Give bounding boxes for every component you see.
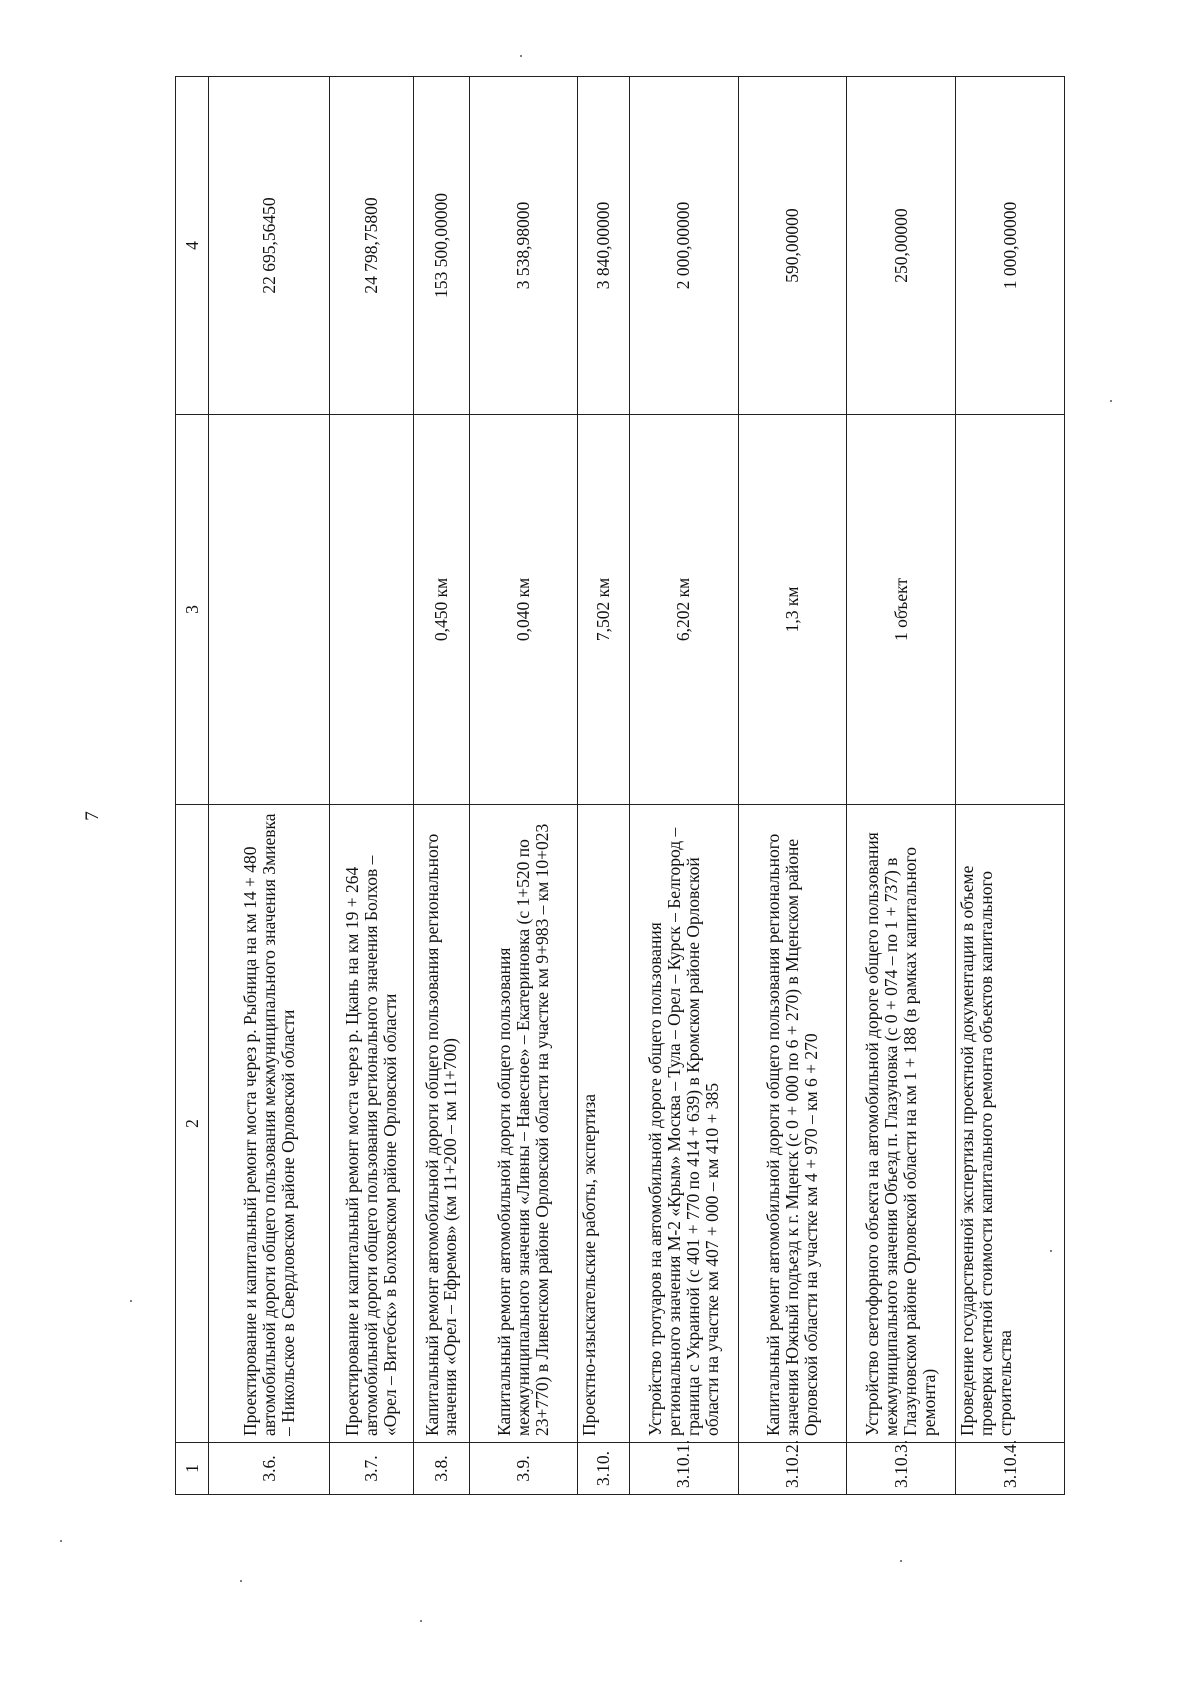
- row-measure: 0,450 км: [414, 415, 469, 805]
- row-number: 3.10.1.: [629, 1443, 738, 1495]
- row-number: 3.10.: [578, 1443, 629, 1495]
- scan-speck: [900, 1560, 902, 1562]
- row-number: 3.10.2.: [738, 1443, 847, 1495]
- page-number: 7: [81, 811, 103, 821]
- row-number: 3.10.4.: [956, 1443, 1065, 1495]
- table-row: [330, 77, 414, 1495]
- scan-speck: [520, 55, 522, 57]
- scan-speck: [60, 1540, 62, 1542]
- table-row: [956, 77, 1065, 1495]
- row-measure: 1,3 км: [738, 415, 847, 805]
- row-amount: 1 000,00000: [956, 77, 1065, 415]
- row-amount: 153 500,00000: [414, 77, 469, 415]
- column-header-2: 2: [176, 805, 209, 1443]
- column-header-1: 1: [176, 1443, 209, 1495]
- scan-speck: [130, 1300, 132, 1302]
- row-amount: 250,00000: [847, 77, 956, 415]
- table-row: [738, 77, 847, 1495]
- row-amount: 3 840,00000: [578, 77, 629, 415]
- row-measure: [209, 415, 330, 805]
- row-number: 3.6.: [209, 1443, 330, 1495]
- row-description: Устройство тротуаров на автомобильной дороге общего пользования регионального значения М-2 «Крым» Москва – Тула – Орел – Курск – Белгород – граница с Украиной (с 401 + 770 по 414 + 639) в Кромском районе Орловской области на участке км 407 + 000 – км 410 + 385: [629, 805, 738, 1443]
- scan-speck: [420, 1620, 422, 1622]
- row-number: 3.10.3.: [847, 1443, 956, 1495]
- table-row: [578, 77, 629, 1495]
- row-description: Капитальный ремонт автомобильной дороги общего пользования регионального значения Южный подъезд к г. Мценск (с 0 + 000 по 6 + 270) в Мценском районе Орловской области на участке км 4 + 970 – км 6 + 270: [738, 805, 847, 1443]
- row-measure: 1 объект: [847, 415, 956, 805]
- row-description: Капитальный ремонт автомобильной дороги общего пользования межмуниципального значения «Ливны – Навесное» – Екатериновка (с 1+520 по 23+770) в Ливенском районе Орловской области на участке км 9+983 – км 10+023: [469, 805, 578, 1443]
- row-measure: 0,040 км: [469, 415, 578, 805]
- row-description: Проектирование и капитальный ремонт моста через р. Цкань на км 19 + 264 автомобильной дороги общего пользования регионального значения Болхов – «Орел – Витебск» в Болховском районе Орловской области: [330, 805, 414, 1443]
- row-description: Проектно-изыскательские работы, экспертиза: [578, 805, 629, 1443]
- row-number: 3.7.: [330, 1443, 414, 1495]
- row-measure: 7,502 км: [578, 415, 629, 805]
- row-number: 3.9.: [469, 1443, 578, 1495]
- row-measure: [956, 415, 1065, 805]
- row-description: Устройство светофорного объекта на автомобильной дороге общего пользования межмуниципального значения Объезд п. Глазуновка (с 0 + 074 – по 1 + 737) в Глазуновском районе Орловской области на км 1 + 188 (в рамках капитального ремонта): [847, 805, 956, 1443]
- row-description: Капитальный ремонт автомобильной дороги общего пользования регионального значения «Орел – Ефремов» (км 11+200 – км 11+700): [414, 805, 469, 1443]
- rotated-table-container: [175, 77, 1065, 1495]
- scan-speck: [1050, 1250, 1052, 1252]
- column-header-3: 3: [176, 415, 209, 805]
- row-amount: 24 798,75800: [330, 77, 414, 415]
- scan-speck: [240, 1580, 242, 1582]
- table-row: [629, 77, 738, 1495]
- row-amount: 3 538,98000: [469, 77, 578, 415]
- table-header-row: [176, 77, 209, 1495]
- row-measure: [330, 415, 414, 805]
- row-amount: 22 695,56450: [209, 77, 330, 415]
- column-header-4: 4: [176, 77, 209, 415]
- row-amount: 2 000,00000: [629, 77, 738, 415]
- row-measure: 6,202 км: [629, 415, 738, 805]
- scan-speck: [1110, 400, 1112, 402]
- table-row: [469, 77, 578, 1495]
- row-description: Проведение государственной экспертизы проектной документации в объеме проверки сметной стоимости капитального ремонта объектов капитального строительства: [956, 805, 1065, 1443]
- row-amount: 590,00000: [738, 77, 847, 415]
- row-number: 3.8.: [414, 1443, 469, 1495]
- table-row: [414, 77, 469, 1495]
- budget-table: [175, 76, 1065, 1495]
- row-description: Проектирование и капитальный ремонт моста через р. Рыбница на км 14 + 480 автомобильной дороги общего пользования межмуниципального значения Змиевка – Никольское в Свердловском районе Орловской области: [209, 805, 330, 1443]
- table-row: [847, 77, 956, 1495]
- table-row: [209, 77, 330, 1495]
